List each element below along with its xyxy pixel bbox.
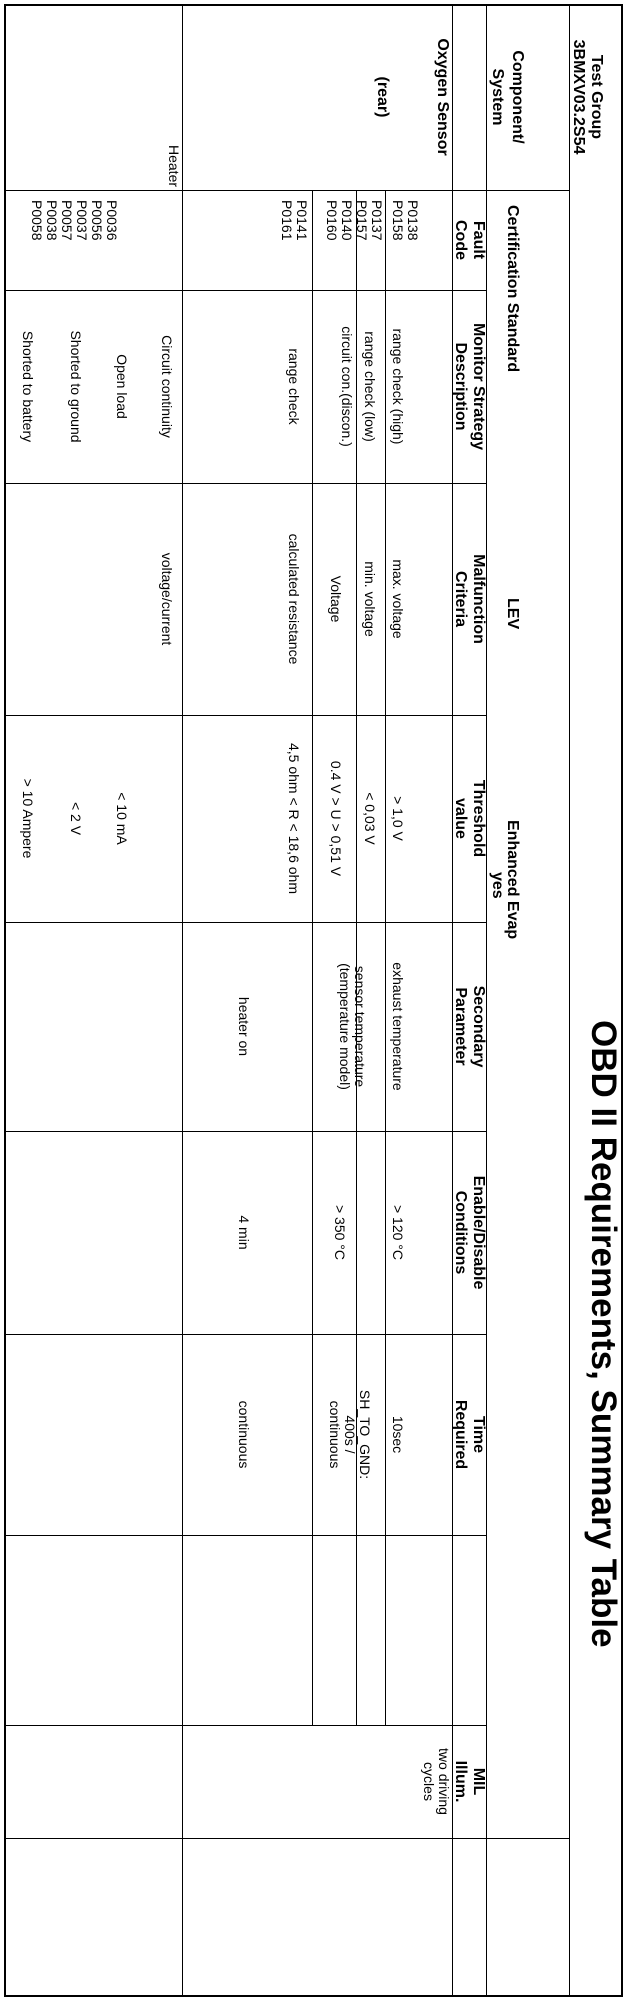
row2-monitor: range check (low) (362, 331, 378, 442)
header-secondary-parameter: Secondary Parameter (452, 985, 487, 1068)
row5-threshold-open: < 10 mA (114, 792, 130, 845)
row4-monitor: range check (286, 348, 302, 425)
component-name: Oxygen Sensor (434, 38, 451, 156)
enhanced-evap-value: yes (489, 872, 506, 899)
header-time-required: Time Required (452, 1399, 487, 1470)
row3-criteria: Voltage (328, 575, 344, 623)
header-mil-illum: MIL Illum. (452, 1760, 487, 1803)
row4-criteria: calculated resistance (286, 533, 302, 665)
header-enable-conditions: Enable/Disable Conditions (452, 1175, 487, 1290)
certification-standard-label: Certification Standard (504, 205, 521, 373)
row5-threshold-ground: < 2 V (68, 801, 84, 836)
row2-threshold: < 0,03 V (362, 792, 378, 845)
row-divider-line (385, 190, 386, 1725)
header-fault-code: Fault Code (452, 220, 487, 260)
row5-fault-codes: P0036 P0056 P0037 P0057 P0038 P0058 (29, 200, 120, 241)
row1-mil: two driving cycles (421, 1748, 452, 1815)
row1-secondary: exhaust temperature (390, 962, 406, 1091)
row-divider-line (182, 4, 183, 1997)
row3-monitor: circuit con.(discon.) (339, 326, 355, 447)
row4-fault-codes: P0141 P0161 (279, 200, 310, 241)
row4-time: continuous (236, 1400, 252, 1469)
row4-threshold: 4,5 ohm < R < 18,6 ohm (286, 743, 302, 894)
column-line (4, 1838, 570, 1839)
row2-secondary: sensor temperature (temperature model) (337, 963, 368, 1090)
header-malfunction-criteria: Malfunction Criteria (452, 554, 487, 644)
row5-criteria: voltage/current (159, 552, 175, 646)
page-title: OBD II Requirements, Summary Table (584, 1020, 623, 1648)
test-group-value: 3BMXV03.2S54 (570, 39, 587, 155)
row3-fault-codes: P0140 P0160 (324, 200, 355, 241)
enhanced-evap-label: Enhanced Evap (504, 820, 521, 940)
row1-criteria: max. voltage (390, 559, 406, 639)
header-monitor-strategy: Monitor Strategy Description (452, 322, 487, 451)
header-threshold: Threshold value (452, 779, 487, 858)
certification-standard-value: LEV (504, 598, 521, 630)
row1-monitor: range check (high) (390, 328, 406, 445)
row2-time: SH_TO_GND: 400s / continuous (327, 1389, 373, 1480)
row1-fault-codes: P0138 P0158 (390, 200, 421, 241)
row5-open-load: Open load (114, 354, 130, 419)
row3-threshold: 0.4 V > U > 0,51 V (328, 760, 344, 877)
title-divider-line (569, 4, 570, 1997)
row2-enable: > 350 °C (332, 1204, 348, 1261)
header-component: Component/ System (489, 50, 526, 144)
row4-enable: 4 min (236, 1215, 252, 1250)
row5-shorted-battery: Shorted to battery (20, 330, 36, 443)
column-line (4, 483, 487, 484)
row-divider-line (312, 190, 313, 1725)
test-group-label: Test Group (588, 54, 605, 140)
component-position: (rear) (374, 76, 391, 118)
row1-time: 10sec (390, 1415, 406, 1454)
component-heater: Heater (166, 145, 182, 188)
row4-secondary: heater on (236, 996, 252, 1057)
row1-enable: > 120 °C (390, 1204, 406, 1261)
row1-threshold: > 1,0 V (390, 796, 406, 841)
table-frame (4, 4, 623, 1997)
column-line (4, 1535, 487, 1536)
row5-shorted-ground: Shorted to ground (68, 330, 84, 443)
row5-monitor-title: Circuit continuity (159, 335, 175, 438)
row5-threshold-battery: > 10 Ampere (20, 778, 36, 859)
row2-fault-codes: P0137 P0157 (354, 200, 385, 241)
row2-criteria: min. voltage (362, 561, 378, 637)
column-line (4, 1725, 487, 1726)
